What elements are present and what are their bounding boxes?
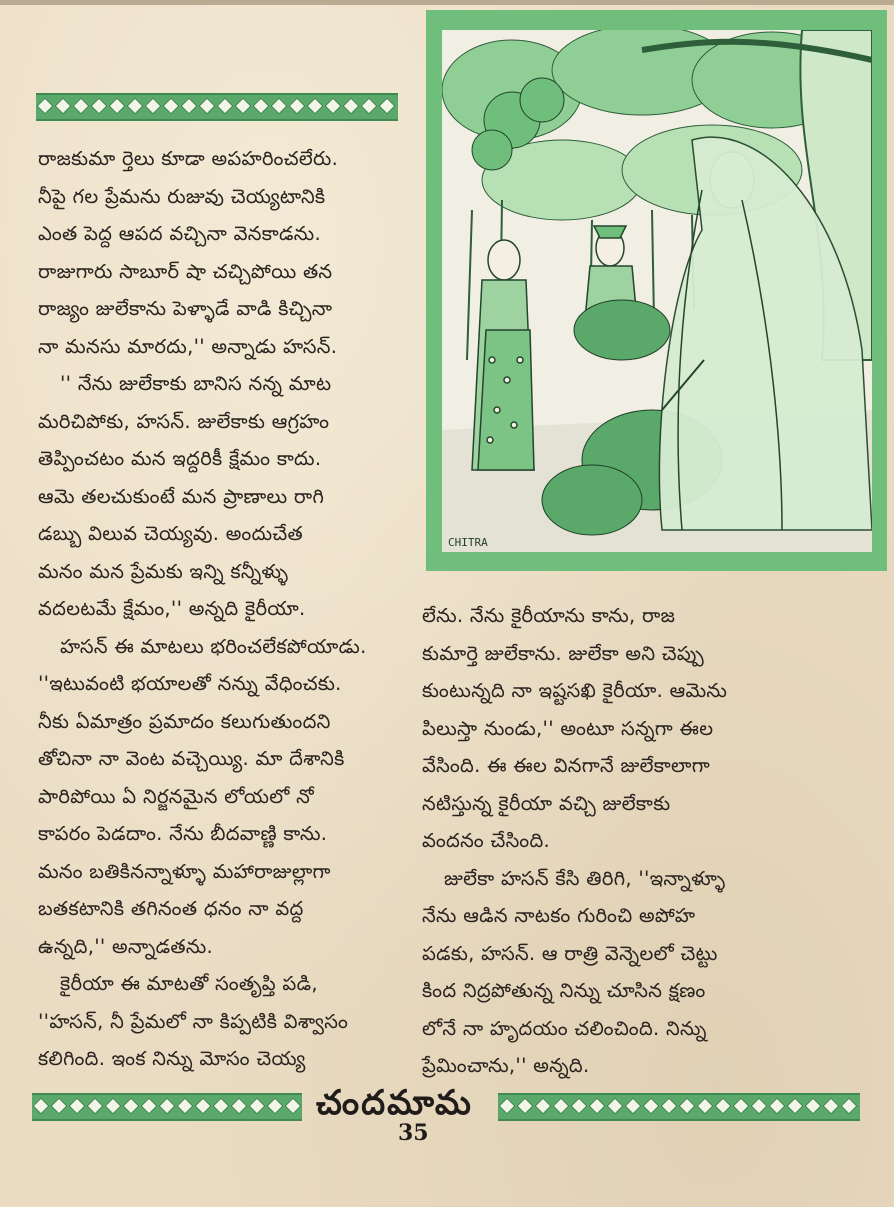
diamond-shape — [199, 98, 216, 115]
diamond-shape — [841, 1098, 858, 1115]
text-line: కుంటున్నది నా ఇష్టసఖి కైరీయా. ఆమెను — [422, 679, 728, 702]
diamond-shape — [679, 1098, 696, 1115]
diamond-shape — [325, 98, 342, 115]
diamond-shape — [145, 98, 162, 115]
border-diamond-motif — [162, 95, 180, 117]
border-diamond-motif — [360, 95, 378, 117]
diamond-shape — [343, 98, 360, 115]
right-text-column — [422, 597, 862, 1085]
border-diamond-motif — [230, 1095, 248, 1117]
diamond-shape — [643, 1098, 660, 1115]
page-number: 35 — [398, 1120, 429, 1146]
text-line: మనం బతికినన్నాళ్ళూ మహారాజుల్లాగా — [38, 859, 331, 883]
decorative-border-top — [36, 93, 398, 121]
diamond-shape — [181, 98, 198, 115]
diamond-shape — [823, 1098, 840, 1115]
border-diamond-motif — [606, 1095, 624, 1117]
text-line: మనం మన ప్రేమకు ఇన్ని కన్నీళ్ళు — [38, 559, 289, 583]
border-diamond-motif — [732, 1095, 750, 1117]
border-diamond-motif — [804, 1095, 822, 1117]
diamond-shape — [249, 1098, 266, 1115]
diamond-shape — [105, 1098, 122, 1115]
border-diamond-motif — [68, 1095, 86, 1117]
border-diamond-motif — [696, 1095, 714, 1117]
border-diamond-motif — [768, 1095, 786, 1117]
text-line: బతకటానికి తగినంత ధనం నా వద్ద — [38, 897, 304, 920]
border-diamond-motif — [122, 1095, 140, 1117]
diamond-shape — [379, 98, 396, 115]
border-diamond-motif — [194, 1095, 212, 1117]
border-diamond-motif — [216, 95, 234, 117]
diamond-shape — [159, 1098, 176, 1115]
diamond-shape — [715, 1098, 732, 1115]
border-diamond-motif — [158, 1095, 176, 1117]
border-diamond-motif — [144, 95, 162, 117]
border-diamond-motif — [140, 1095, 158, 1117]
text-line: నీపై గల ప్రేమను రుజువు చెయ్యటానికి — [38, 184, 326, 208]
text-line: ''ఇటువంటి భయాలతో నన్ను వేధించకు. — [38, 672, 342, 695]
border-diamond-motif — [378, 95, 396, 117]
diamond-shape — [571, 1098, 588, 1115]
diamond-shape — [697, 1098, 714, 1115]
text-line: నా మనసు మారదు,'' అన్నాడు హసన్. — [38, 334, 338, 358]
text-line: కాపరం పెడదాం. నేను బీదవాణ్ణి కాను. — [38, 822, 328, 845]
diamond-shape — [55, 98, 72, 115]
border-diamond-motif — [570, 1095, 588, 1117]
page-top-edge — [0, 0, 894, 5]
border-diamond-motif — [822, 1095, 840, 1117]
text-line: ఉన్నది,'' అన్నాడతను. — [38, 934, 214, 958]
text-line: ఆమె తలచుకుంటే మన ప్రాణాలు రాగి — [38, 484, 325, 508]
diamond-shape — [177, 1098, 194, 1115]
border-diamond-motif — [552, 1095, 570, 1117]
text-line: రాజ్యం జులేకాను పెళ్ళాడే వాడి కిచ్చినా — [38, 297, 333, 320]
border-diamond-motif — [288, 95, 306, 117]
text-line: '' నేను జులేకాకు బానిస నన్న మాట — [60, 372, 332, 395]
border-diamond-motif — [32, 1095, 50, 1117]
diamond-shape — [33, 1098, 50, 1115]
diamond-shape — [787, 1098, 804, 1115]
diamond-shape — [289, 98, 306, 115]
text-line: తెప్పించటం మన ఇద్దరికీ క్షేమం కాదు. — [38, 447, 322, 470]
diamond-shape — [517, 1098, 534, 1115]
border-diamond-motif — [86, 1095, 104, 1117]
diamond-shape — [253, 98, 270, 115]
border-diamond-motif — [104, 1095, 122, 1117]
border-diamond-motif — [212, 1095, 230, 1117]
border-diamond-motif — [660, 1095, 678, 1117]
border-diamond-motif — [90, 95, 108, 117]
story-illustration — [426, 10, 887, 571]
text-line: లేను. నేను కైరీయాను కాను, రాజ — [422, 604, 676, 627]
diamond-shape — [69, 1098, 86, 1115]
diamond-shape — [271, 98, 288, 115]
text-line: కలిగింది. ఇంక నిన్ను మోసం చెయ్య — [38, 1047, 306, 1070]
diamond-shape — [553, 1098, 570, 1115]
diamond-shape — [733, 1098, 750, 1115]
diamond-shape — [141, 1098, 158, 1115]
text-line: కింద నిద్రపోతున్న నిన్ను చూసిన క్షణం — [422, 979, 706, 1002]
text-line: రాజుగారు సాబూర్ షా చచ్చిపోయి తన — [38, 259, 333, 283]
text-line: ''హసన్, నీ ప్రేమలో నా కిప్పటికి విశ్వాసం — [38, 1009, 349, 1033]
magazine-name: చందమామ — [316, 1083, 473, 1123]
border-diamond-motif — [50, 1095, 68, 1117]
border-diamond-motif — [72, 95, 90, 117]
border-diamond-motif — [252, 95, 270, 117]
text-line: రాజకుమా ర్తెలు కూడా అపహరించలేరు. — [38, 147, 339, 170]
text-line: తోచినా నా వెంట వచ్చెయ్యి. మా దేశానికి — [38, 747, 345, 770]
diamond-shape — [37, 98, 54, 115]
text-line: నటిస్తున్న కైరీయా వచ్చి జులేకాకు — [422, 791, 671, 815]
diamond-shape — [73, 98, 90, 115]
border-diamond-motif — [342, 95, 360, 117]
diamond-shape — [51, 1098, 68, 1115]
text-line: ఎంత పెద్ద ఆపద వచ్చినా వెనకాడను. — [38, 222, 321, 245]
diamond-shape — [87, 1098, 104, 1115]
diamond-shape — [751, 1098, 768, 1115]
text-line: కుమార్తె జులేకాను. జులేకా అని చెప్పు — [422, 641, 704, 665]
border-diamond-motif — [126, 95, 144, 117]
border-diamond-motif — [54, 95, 72, 117]
diamond-shape — [195, 1098, 212, 1115]
border-diamond-motif — [36, 95, 54, 117]
decorative-border-bottom-left — [32, 1093, 302, 1121]
diamond-shape — [217, 98, 234, 115]
diamond-shape — [499, 1098, 516, 1115]
decorative-border-bottom-right — [498, 1093, 860, 1121]
text-line: పడకు, హసన్. ఆ రాత్రి వెన్నెలలో చెట్టు — [422, 941, 718, 965]
border-diamond-motif — [624, 1095, 642, 1117]
diamond-shape — [625, 1098, 642, 1115]
diamond-shape — [285, 1098, 302, 1115]
diamond-shape — [805, 1098, 822, 1115]
text-line: లోనే నా హృదయం చలించింది. నిన్ను — [422, 1016, 707, 1040]
diamond-shape — [267, 1098, 284, 1115]
border-diamond-motif — [306, 95, 324, 117]
diamond-shape — [123, 1098, 140, 1115]
diamond-shape — [109, 98, 126, 115]
border-diamond-motif — [786, 1095, 804, 1117]
diamond-shape — [91, 98, 108, 115]
diamond-shape — [661, 1098, 678, 1115]
diamond-shape — [361, 98, 378, 115]
border-diamond-motif — [324, 95, 342, 117]
border-diamond-motif — [198, 95, 216, 117]
border-diamond-motif — [516, 1095, 534, 1117]
diamond-shape — [535, 1098, 552, 1115]
diamond-shape — [589, 1098, 606, 1115]
border-diamond-motif — [266, 1095, 284, 1117]
border-diamond-motif — [176, 1095, 194, 1117]
border-diamond-motif — [588, 1095, 606, 1117]
border-diamond-motif — [714, 1095, 732, 1117]
text-line: పిలుస్తా నుండు,'' అంటూ సన్నగా ఈల — [422, 716, 714, 740]
border-diamond-motif — [750, 1095, 768, 1117]
diamond-shape — [127, 98, 144, 115]
diamond-shape — [231, 1098, 248, 1115]
text-line: జులేకా హసన్ కేసి తిరిగి, ''ఇన్నాళ్ళూ — [444, 866, 726, 890]
border-diamond-motif — [642, 1095, 660, 1117]
text-line: కైరీయా ఈ మాటతో సంతృప్తి పడి, — [60, 972, 318, 995]
text-line: నేను ఆడిన నాటకం గురించి అపోహ — [422, 904, 696, 927]
text-line: పారిపోయి ఏ నిర్జనమైన లోయలో నో — [38, 784, 314, 808]
diamond-shape — [213, 1098, 230, 1115]
artist-signature: CHITRA — [448, 536, 488, 549]
border-diamond-motif — [534, 1095, 552, 1117]
border-diamond-motif — [678, 1095, 696, 1117]
border-diamond-motif — [284, 1095, 302, 1117]
text-line: వేసింది. ఈ ఈల వినగానే జులేకాలాగా — [422, 754, 710, 777]
diamond-shape — [163, 98, 180, 115]
border-diamond-motif — [498, 1095, 516, 1117]
forest-scene-drawing — [442, 30, 872, 552]
text-line: నీకు ఏమాత్రం ప్రమాదం కలుగుతుందని — [38, 709, 331, 733]
text-line: వదలటమే క్షేమం,'' అన్నది కైరీయా. — [38, 597, 306, 620]
left-text-column — [38, 140, 406, 1078]
diamond-shape — [607, 1098, 624, 1115]
text-line: హసన్ ఈ మాటలు భరించలేకపోయాడు. — [60, 634, 367, 658]
border-diamond-motif — [840, 1095, 858, 1117]
border-diamond-motif — [234, 95, 252, 117]
border-diamond-motif — [108, 95, 126, 117]
text-line: ప్రేమించాను,'' అన్నది. — [422, 1054, 590, 1077]
border-diamond-motif — [180, 95, 198, 117]
diamond-shape — [235, 98, 252, 115]
diamond-shape — [307, 98, 324, 115]
diamond-shape — [769, 1098, 786, 1115]
text-line: వందనం చేసింది. — [422, 829, 551, 852]
text-line: మరిచిపోకు, హసన్. జులేకాకు ఆగ్రహం — [38, 409, 330, 433]
border-diamond-motif — [270, 95, 288, 117]
border-diamond-motif — [248, 1095, 266, 1117]
text-line: డబ్బు విలువ చెయ్యవు. అందుచేత — [38, 522, 303, 545]
